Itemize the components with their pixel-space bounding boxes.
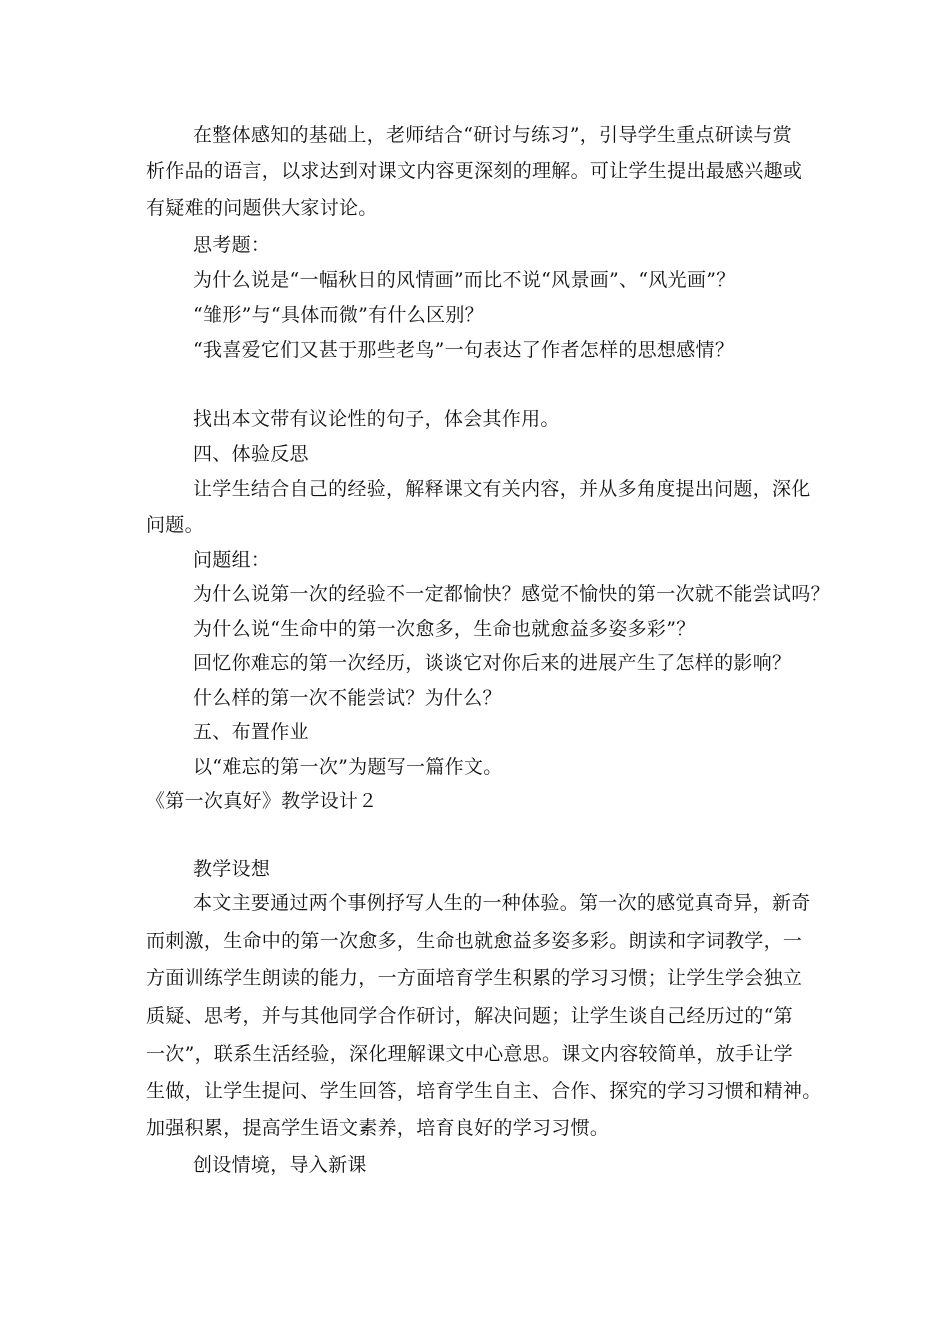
question-item: 找出本文带有议论性的句子，体会其作用。 — [193, 408, 560, 430]
paragraph-line: 一次”，联系生活经验，深化理解课文中心意思。课文内容较简单，放手让学 — [146, 1043, 793, 1065]
document-subtitle: 《第一次真好》教学设计２ — [146, 790, 378, 812]
paragraph-line: 加强积累，提高学生语文素养，培育良好的学习习惯。 — [146, 1117, 610, 1139]
question-item: 为什么说第一次的经验不一定都愉快？感觉不愉快的第一次就不能尝试吗？ — [193, 583, 830, 605]
paragraph-line: 质疑、思考，并与其他同学合作研讨，解决问题；让学生谈自己经历过的“第 — [146, 1005, 793, 1027]
paragraph-line: 让学生结合自己的经验，解释课文有关内容，并从多角度提出问题，深化 — [193, 478, 811, 500]
question-item: “雏形”与“具体而微”有什么区别？ — [193, 304, 484, 326]
paragraph-line: 而刺激，生命中的第一次愈多，生命也就愈益多姿多彩。朗读和字词教学，一 — [146, 930, 803, 952]
question-item: “我喜爱它们又甚于那些老鸟”一句表达了作者怎样的思想感情？ — [193, 339, 735, 361]
question-item: 回忆你难忘的第一次经历，谈谈它对你后来的进展产生了怎样的影响？ — [193, 652, 792, 674]
section-heading: 五、布置作业 — [193, 721, 309, 743]
paragraph-line: 有疑难的问题供大家讨论。 — [146, 197, 378, 219]
section-label: 思考题： — [193, 234, 271, 256]
question-item: 为什么说“生命中的第一次愈多，生命也就愈益多姿多彩”？ — [193, 618, 696, 640]
section-heading: 教学设想 — [193, 858, 271, 880]
assignment-line: 以“难忘的第一次”为题写一篇作文。 — [193, 756, 503, 778]
question-item: 什么样的第一次不能尝试？为什么？ — [193, 687, 502, 709]
paragraph-line: 问题。 — [146, 514, 204, 536]
paragraph-line: 析作品的语言，以求达到对课文内容更深刻的理解。可让学生提出最感兴趣或 — [146, 160, 803, 182]
paragraph-line: 生做，让学生提问、学生回答，培育学生自主、合作、探究的学习习惯和精神。 — [146, 1080, 822, 1102]
paragraph-line: 方面训练学生朗读的能力，一方面培育学生积累的学习习惯；让学生学会独立 — [146, 967, 803, 989]
paragraph-line: 本文主要通过两个事例抒写人生的一种体验。第一次的感觉真奇异，新奇 — [193, 892, 811, 914]
section-label: 问题组： — [193, 549, 271, 571]
section-heading: 创设情境，导入新课 — [193, 1154, 367, 1176]
question-item: 为什么说是“一幅秋日的风情画”而比不说“风景画”、“风光画”？ — [193, 269, 736, 291]
paragraph-line: 在整体感知的基础上，老师结合“研讨与练习”，引导学生重点研读与赏 — [193, 124, 793, 146]
section-heading: 四、体验反思 — [193, 443, 309, 465]
